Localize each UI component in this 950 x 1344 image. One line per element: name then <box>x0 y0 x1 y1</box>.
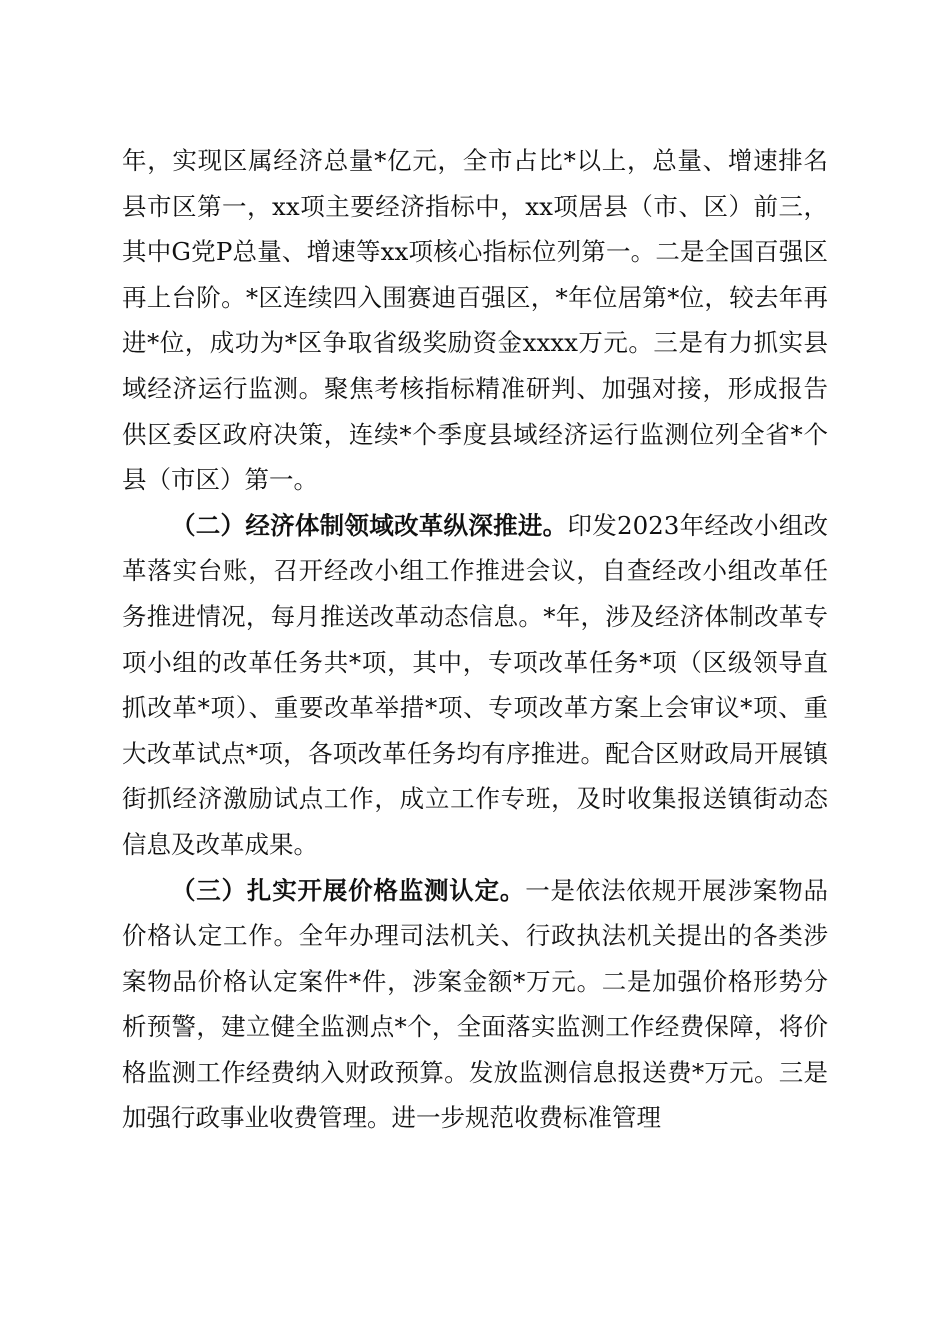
section-heading-2: （二）经济体制领域改革纵深推进。 <box>171 510 568 540</box>
section-heading-3: （三）扎实开展价格监测认定。 <box>171 875 526 905</box>
paragraph-continuation <box>122 138 828 503</box>
paragraph-body: 一是依法依规开展涉案物品价格认定工作。全年办理司法机关、行政执法机关提出的各类涉案物品价格认定案件*件，涉案金额*万元。二是加强价格形势分析预警，建立健全监测点*个，全面落实监测工作经费保障，将价格监测工作经费纳入财政预算。发放监测信息报送费*万元。三是加强行政事业收费管理。进一步规范收费标准管理 <box>122 875 829 1133</box>
paragraph-economic-reform <box>122 503 828 868</box>
paragraph-price-monitoring <box>122 868 828 1142</box>
paragraph-body: 年，实现区属经济总量*亿元，全市占比*以上，总量、增速排名县市区第一，xx项主要经济指标中，xx项居县（市、区）前三，其中G党P总量、增速等xx项核心指标位列第一。二是全国百强区再上台阶。*区连续四入围赛迪百强区，*年位居第*位，较去年再进*位，成功为*区争取省级奖励资金xxxx万元。三是有力抓实县域经济运行监测。聚焦考核指标精准研判、加强对接，形成报告供区委区政府决策，连续*个季度县域经济运行监测位列全省*个县（市区）第一。 <box>122 146 828 495</box>
paragraph-body: 印发2023年经改小组改革落实台账，召开经改小组工作推进会议，自查经改小组改革任务推进情况，每月推送改革动态信息。*年，涉及经济体制改革专项小组的改革任务共*项，其中，专项改革任务*项（区级领导直抓改革*项）、重要改革举措*项、专项改革方案上会审议*项、重大改革试点*项，各项改革任务均有序推进。配合区财政局开展镇街抓经济激励试点工作，成立工作专班，及时收集报送镇街动态信息及改革成果。 <box>122 510 829 859</box>
document-page <box>122 138 828 1141</box>
